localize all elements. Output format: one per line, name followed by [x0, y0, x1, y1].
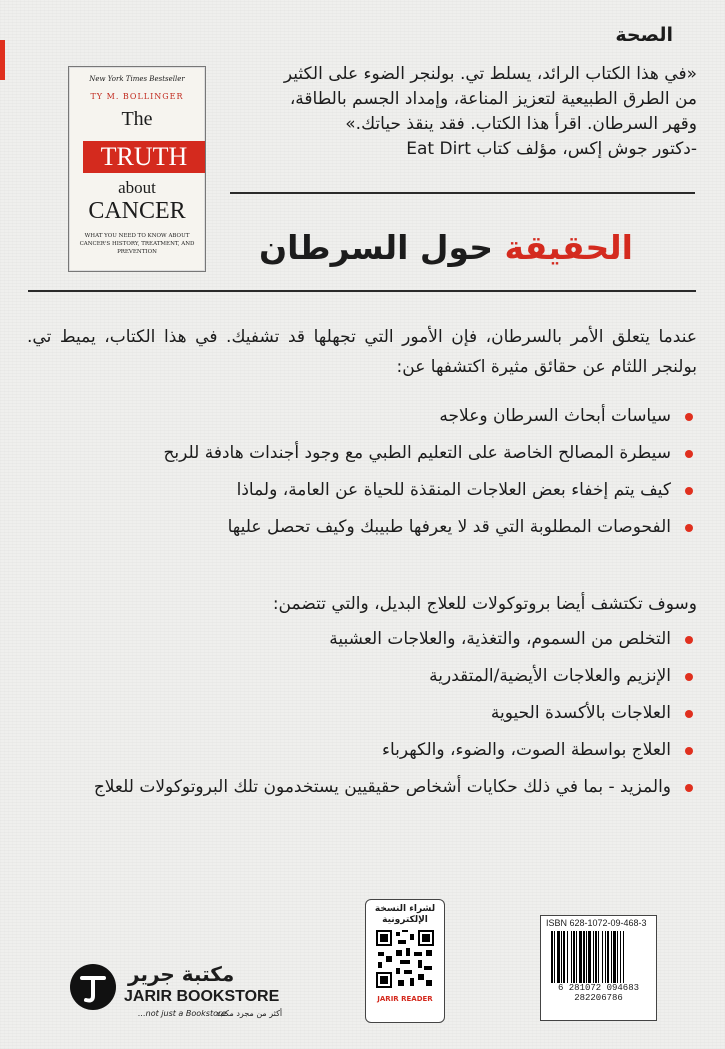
list-item [17, 512, 697, 543]
cover-subtitle: WHAT YOU NEED TO KNOW ABOUT CANCER'S HISTORY, TREATMENT, AND PREVENTION [79, 233, 195, 255]
title-red-word: الحقيقة [504, 228, 633, 267]
list-item [17, 661, 697, 692]
qr-label [366, 904, 444, 926]
book-title [259, 228, 633, 267]
intro-paragraph: عندما يتعلق الأمر بالسرطان، فإن الأمور التي تجهلها قد تشفيك. في هذا الكتاب، يميط تي. بولنجر اللثام عن حقائق مثيرة اكتشفها عن: [27, 327, 697, 377]
logo-tagline-en: ...not just a Bookstore [138, 1009, 227, 1018]
logo-english: JARIR BOOKSTORE [124, 988, 280, 1005]
bullet-list-2 [17, 624, 697, 809]
quote-line: من الطرق الطبيعية لتعزيز المناعة، وإمداد الجسم بالطاقة، [289, 89, 697, 109]
quote-attribution: -دكتور جوش إكس، مؤلف كتاب Eat Dirt [406, 139, 697, 159]
jarir-reader-label: JARIR READER [377, 995, 433, 1003]
quote-line: «في هذا الكتاب الرائد، يسلط تي. بولنجر الضوء على الكثير [283, 64, 697, 84]
cover-author: TY M. BOLLINGER [90, 92, 184, 101]
bullet-dot [685, 636, 693, 644]
quote-line: وقهر السرطان. اقرأ هذا الكتاب. فقد ينقذ حياتك.» [345, 114, 697, 134]
bullet-dot [685, 784, 693, 792]
list-item-text: كيف يتم إخفاء بعض العلاجات المنقذة للحياة عن العامة، ولماذا [236, 480, 671, 500]
cover-bestseller: New York Times Bestseller [89, 75, 185, 83]
list-item-text: العلاج بواسطة الصوت، والضوء، والكهرباء [381, 740, 671, 760]
list-item [17, 624, 697, 655]
isbn-text: ISBN 628-1072-09-468-3 [546, 918, 647, 928]
publisher-logo [70, 962, 285, 1022]
list-item-text: التخلص من السموم، والتغذية، والعلاجات العشبية [329, 629, 671, 649]
barcode-number: 6 281072 094683 [557, 983, 639, 993]
divider-top [230, 192, 695, 194]
cover-word-about: about [118, 178, 156, 197]
bullet-dot [685, 747, 693, 755]
accent-bar [0, 40, 5, 80]
list-item [17, 735, 697, 766]
category-label: الصحة [615, 24, 673, 46]
list-item [17, 438, 697, 469]
logo-arabic: مكتبة جرير [128, 962, 235, 986]
barcode-code: 282206786 [574, 993, 623, 1003]
list-item-text: العلاجات بالأكسدة الحيوية [490, 703, 671, 723]
list-item-text: والمزيد - بما في ذلك حكايات أشخاص حقيقيين يستخدمون تلك البروتوكولات للعلاج [93, 777, 671, 797]
bullet-dot [685, 413, 693, 421]
list-item-text: سياسات أبحاث السرطان وعلاجه [439, 406, 671, 426]
divider-bottom [28, 290, 696, 292]
cover-word-the: The [121, 108, 153, 130]
list-item [17, 401, 697, 432]
qr-label-line: الإلكترونية [382, 915, 428, 925]
list-item-text: الإنزيم والعلاجات الأيضية/المتقدرية [429, 666, 671, 686]
list-item-text: الفحوصات المطلوبة التي قد لا يعرفها طبيبك وكيف تحصل عليها [227, 517, 671, 537]
bullet-dot [685, 450, 693, 458]
bullet-dot [685, 487, 693, 495]
list-item [17, 772, 697, 803]
bullet-dot [685, 710, 693, 718]
cover-word-truth: TRUTH [100, 142, 188, 171]
ebook-qr-box[interactable] [365, 899, 445, 1023]
logo-tagline-ar: أكثر من مجرد مكتبة [216, 1009, 283, 1018]
isbn-barcode [540, 915, 657, 1021]
protocols-intro: وسوف تكتشف أيضا بروتوكولات للعلاج البديل، والتي تتضمن: [272, 594, 697, 614]
list-item [17, 698, 697, 729]
cover-word-cancer: CANCER [88, 198, 186, 224]
bullet-list-1 [17, 401, 697, 549]
bullet-dot [685, 524, 693, 532]
jarir-logo-icon [70, 964, 116, 1010]
list-item-text: سيطرة المصالح الخاصة على التعليم الطبي مع وجود أجندات هادفة للربح [163, 443, 671, 463]
endorsement-quote [267, 62, 697, 162]
list-item [17, 475, 697, 506]
title-rest: حول السرطان [258, 228, 505, 267]
bullet-dot [685, 673, 693, 681]
qr-label-line: لشراء النسخة [374, 904, 436, 914]
book-cover-thumbnail [68, 66, 206, 272]
barcode-bars [549, 931, 649, 983]
qr-code-icon[interactable] [374, 928, 436, 990]
